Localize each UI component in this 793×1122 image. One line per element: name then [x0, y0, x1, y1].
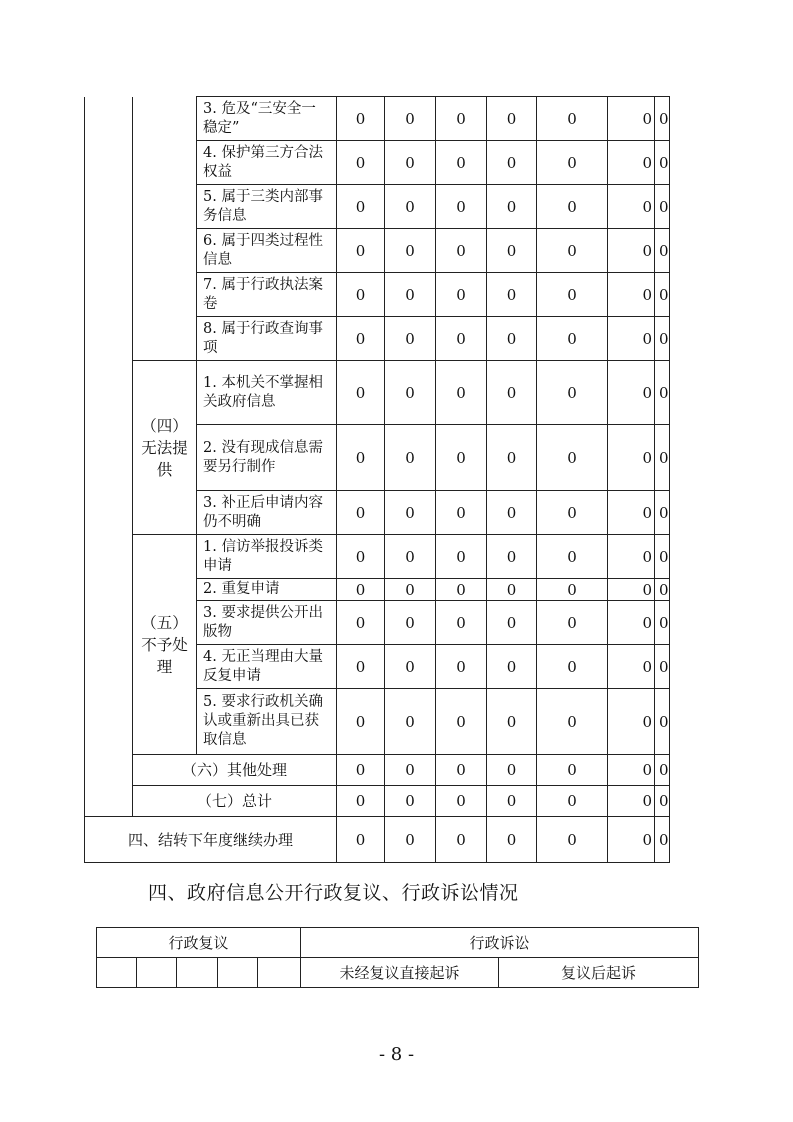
table-row: [85, 361, 670, 425]
row-label: 3. 要求提供公开出版物: [197, 601, 337, 645]
value-cell: 0: [487, 141, 537, 185]
value-cell: 0: [337, 786, 385, 817]
value-cell: 0: [487, 689, 537, 755]
value-cell: 0: [385, 817, 436, 863]
value-cell: 0: [487, 97, 537, 141]
outer-category-cell: [85, 97, 133, 817]
value-cell: 0: [487, 645, 537, 689]
value-cell: 0: [608, 229, 655, 273]
value-cell: 0: [337, 817, 385, 863]
value-cell: 0: [487, 817, 537, 863]
value-cell: 0: [385, 645, 436, 689]
value-cell: 0: [436, 579, 487, 601]
value-cell: 0: [436, 601, 487, 645]
value-cell: 0: [337, 601, 385, 645]
review-subcell: [258, 958, 301, 988]
review-subcell: [177, 958, 218, 988]
direct-suit-header: 未经复议直接起诉: [301, 958, 499, 988]
value-cell: 0: [655, 535, 670, 579]
value-cell: 0: [537, 645, 608, 689]
group-unable-to-provide: （四）无法提供: [133, 361, 197, 535]
value-cell: 0: [537, 97, 608, 141]
value-cell: 0: [537, 141, 608, 185]
value-cell: 0: [385, 755, 436, 786]
value-cell: 0: [337, 579, 385, 601]
row-label: 5. 要求行政机关确认或重新出具已获取信息: [197, 689, 337, 755]
value-cell: 0: [655, 645, 670, 689]
value-cell: 0: [385, 361, 436, 425]
value-cell: 0: [385, 491, 436, 535]
value-cell: 0: [655, 491, 670, 535]
value-cell: 0: [655, 579, 670, 601]
group-cell-continued: [133, 97, 197, 361]
value-cell: 0: [608, 141, 655, 185]
value-cell: 0: [537, 579, 608, 601]
value-cell: 0: [436, 689, 487, 755]
value-cell: 0: [537, 535, 608, 579]
value-cell: 0: [436, 817, 487, 863]
value-cell: 0: [385, 535, 436, 579]
value-cell: 0: [537, 755, 608, 786]
value-cell: 0: [385, 786, 436, 817]
value-cell: 0: [385, 273, 436, 317]
carry-over-label: 四、结转下年度继续办理: [85, 817, 337, 863]
row-label: 5. 属于三类内部事务信息: [197, 185, 337, 229]
value-cell: 0: [337, 535, 385, 579]
value-cell: 0: [385, 579, 436, 601]
value-cell: 0: [436, 317, 487, 361]
value-cell: 0: [436, 491, 487, 535]
value-cell: 0: [608, 361, 655, 425]
value-cell: 0: [487, 491, 537, 535]
review-subcell: [218, 958, 258, 988]
table-row: [85, 97, 670, 141]
value-cell: 0: [337, 229, 385, 273]
value-cell: 0: [337, 755, 385, 786]
value-cell: 0: [436, 361, 487, 425]
value-cell: 0: [436, 97, 487, 141]
value-cell: 0: [385, 185, 436, 229]
value-cell: 0: [385, 229, 436, 273]
value-cell: 0: [537, 786, 608, 817]
group-not-processed: （五）不予处理: [133, 535, 197, 755]
value-cell: 0: [537, 601, 608, 645]
row-label: 7. 属于行政执法案卷: [197, 273, 337, 317]
value-cell: 0: [537, 817, 608, 863]
disposal-table: [84, 96, 670, 863]
value-cell: 0: [608, 317, 655, 361]
value-cell: 0: [537, 689, 608, 755]
value-cell: 0: [337, 689, 385, 755]
value-cell: 0: [608, 185, 655, 229]
value-cell: 0: [608, 491, 655, 535]
other-row-label: （六）其他处理: [133, 755, 337, 786]
value-cell: 0: [337, 273, 385, 317]
value-cell: 0: [385, 317, 436, 361]
after-review-header: 复议后起诉: [499, 958, 699, 988]
value-cell: 0: [655, 317, 670, 361]
admin-review-header: 行政复议: [97, 928, 301, 958]
value-cell: 0: [655, 786, 670, 817]
value-cell: 0: [537, 229, 608, 273]
value-cell: 0: [608, 97, 655, 141]
value-cell: 0: [337, 491, 385, 535]
section-heading: 四、政府信息公开行政复议、行政诉讼情况: [148, 882, 519, 904]
value-cell: 0: [608, 425, 655, 491]
value-cell: 0: [436, 229, 487, 273]
value-cell: 0: [436, 786, 487, 817]
row-label: 1. 本机关不掌握相关政府信息: [197, 361, 337, 425]
value-cell: 0: [436, 273, 487, 317]
review-litigation-table: [96, 927, 699, 988]
row-label: 4. 无正当理由大量反复申请: [197, 645, 337, 689]
row-label: 1. 信访举报投诉类申请: [197, 535, 337, 579]
total-row-label: （七）总计: [133, 786, 337, 817]
value-cell: 0: [655, 689, 670, 755]
value-cell: 0: [537, 273, 608, 317]
value-cell: 0: [337, 317, 385, 361]
value-cell: 0: [436, 755, 487, 786]
value-cell: 0: [385, 689, 436, 755]
value-cell: 0: [487, 317, 537, 361]
admin-litigation-header: 行政诉讼: [301, 928, 699, 958]
value-cell: 0: [537, 317, 608, 361]
value-cell: 0: [655, 425, 670, 491]
value-cell: 0: [337, 141, 385, 185]
value-cell: 0: [487, 579, 537, 601]
value-cell: 0: [487, 273, 537, 317]
value-cell: 0: [608, 786, 655, 817]
value-cell: 0: [655, 755, 670, 786]
value-cell: 0: [537, 361, 608, 425]
page-number: - 8 -: [378, 1044, 415, 1065]
review-subcell: [97, 958, 137, 988]
row-label: 4. 保护第三方合法权益: [197, 141, 337, 185]
value-cell: 0: [436, 185, 487, 229]
value-cell: 0: [385, 601, 436, 645]
value-cell: 0: [608, 579, 655, 601]
value-cell: 0: [487, 786, 537, 817]
value-cell: 0: [487, 601, 537, 645]
value-cell: 0: [608, 755, 655, 786]
value-cell: 0: [436, 425, 487, 491]
row-label: 3. 补正后申请内容仍不明确: [197, 491, 337, 535]
value-cell: 0: [487, 185, 537, 229]
value-cell: 0: [436, 535, 487, 579]
review-subcell: [137, 958, 177, 988]
value-cell: 0: [608, 817, 655, 863]
value-cell: 0: [537, 425, 608, 491]
value-cell: 0: [655, 601, 670, 645]
value-cell: 0: [487, 229, 537, 273]
value-cell: 0: [655, 141, 670, 185]
value-cell: 0: [487, 535, 537, 579]
value-cell: 0: [608, 535, 655, 579]
value-cell: 0: [337, 425, 385, 491]
value-cell: 0: [655, 185, 670, 229]
value-cell: 0: [436, 645, 487, 689]
value-cell: 0: [608, 601, 655, 645]
table-row: [85, 535, 670, 579]
value-cell: 0: [608, 273, 655, 317]
row-label: 6. 属于四类过程性信息: [197, 229, 337, 273]
row-label: 3. 危及“三安全一稳定”: [197, 97, 337, 141]
value-cell: 0: [487, 755, 537, 786]
value-cell: 0: [487, 425, 537, 491]
row-label: 2. 没有现成信息需要另行制作: [197, 425, 337, 491]
value-cell: 0: [608, 689, 655, 755]
value-cell: 0: [385, 141, 436, 185]
value-cell: 0: [655, 361, 670, 425]
value-cell: 0: [436, 141, 487, 185]
row-label: 2. 重复申请: [197, 579, 337, 601]
value-cell: 0: [537, 491, 608, 535]
value-cell: 0: [487, 361, 537, 425]
value-cell: 0: [337, 97, 385, 141]
value-cell: 0: [608, 645, 655, 689]
value-cell: 0: [537, 185, 608, 229]
value-cell: 0: [385, 425, 436, 491]
other-row: [85, 755, 670, 786]
value-cell: 0: [655, 97, 670, 141]
value-cell: 0: [337, 185, 385, 229]
value-cell: 0: [337, 361, 385, 425]
carry-over-row: [85, 817, 670, 863]
value-cell: 0: [655, 817, 670, 863]
total-row: [85, 786, 670, 817]
value-cell: 0: [385, 97, 436, 141]
value-cell: 0: [655, 229, 670, 273]
value-cell: 0: [655, 273, 670, 317]
value-cell: 0: [337, 645, 385, 689]
row-label: 8. 属于行政查询事项: [197, 317, 337, 361]
